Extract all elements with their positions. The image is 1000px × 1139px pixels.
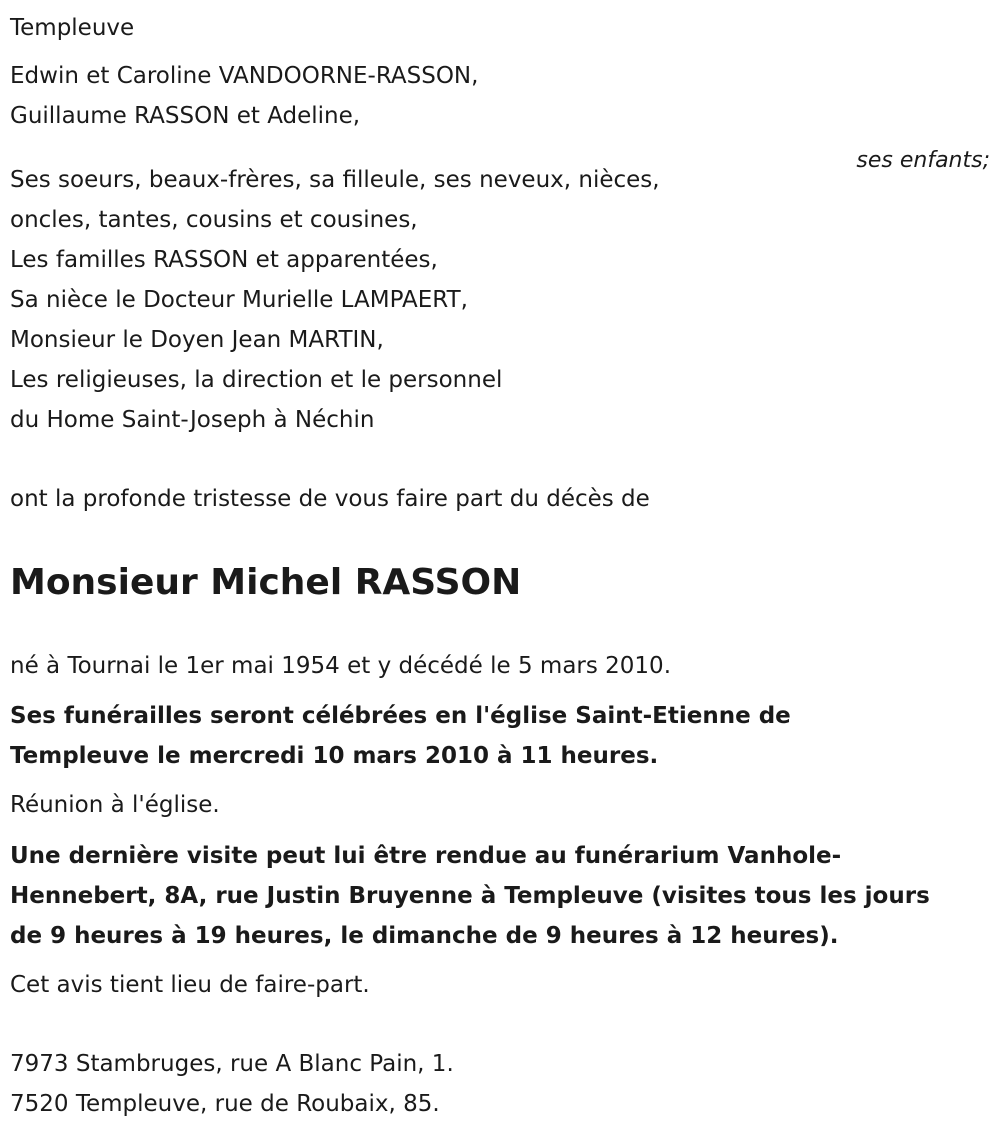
family-line-4: Sa nièce le Docteur Murielle LAMPAERT, <box>10 287 468 313</box>
visit-line-2: Hennebert, 8A, rue Justin Bruyenne à Templeuve (visites tous les jours <box>10 883 930 909</box>
family-line-3: Les familles RASSON et apparentées, <box>10 247 438 273</box>
family-line-2: oncles, tantes, cousins et cousines, <box>10 207 418 233</box>
funeral-line-2: Templeuve le mercredi 10 mars 2010 à 11 heures. <box>10 743 659 769</box>
visit-line-1: Une dernière visite peut lui être rendue au funérarium Vanhole- <box>10 843 842 869</box>
birth-death-text: né à Tournai le 1er mai 1954 et y décédé le 5 mars 2010. <box>10 653 672 679</box>
visit-line-3: de 9 heures à 19 heures, le dimanche de 9 heures à 12 heures). <box>10 923 839 949</box>
address-line-2: 7520 Templeuve, rue de Roubaix, 85. <box>10 1091 440 1117</box>
family-line-5: Monsieur le Doyen Jean MARTIN, <box>10 327 384 353</box>
location-header: Templeuve <box>10 15 135 41</box>
funeral-line-1: Ses funérailles seront célébrées en l'église Saint-Etienne de <box>10 703 791 729</box>
family-line-1: Ses soeurs, beaux-frères, sa filleule, ses neveux, nièces, <box>10 167 660 193</box>
notice-text: Cet avis tient lieu de faire-part. <box>10 972 370 998</box>
announcement-text: ont la profonde tristesse de vous faire part du décès de <box>10 486 650 512</box>
family-line-7: du Home Saint-Joseph à Néchin <box>10 407 375 433</box>
children-label: ses enfants; <box>856 148 990 173</box>
meeting-text: Réunion à l'église. <box>10 792 220 818</box>
deceased-name: Monsieur Michel RASSON <box>10 562 522 603</box>
family-line-6: Les religieuses, la direction et le personnel <box>10 367 503 393</box>
address-line-1: 7973 Stambruges, rue A Blanc Pain, 1. <box>10 1051 454 1077</box>
children-line-1: Edwin et Caroline VANDOORNE-RASSON, <box>10 63 479 89</box>
children-line-2: Guillaume RASSON et Adeline, <box>10 103 361 129</box>
